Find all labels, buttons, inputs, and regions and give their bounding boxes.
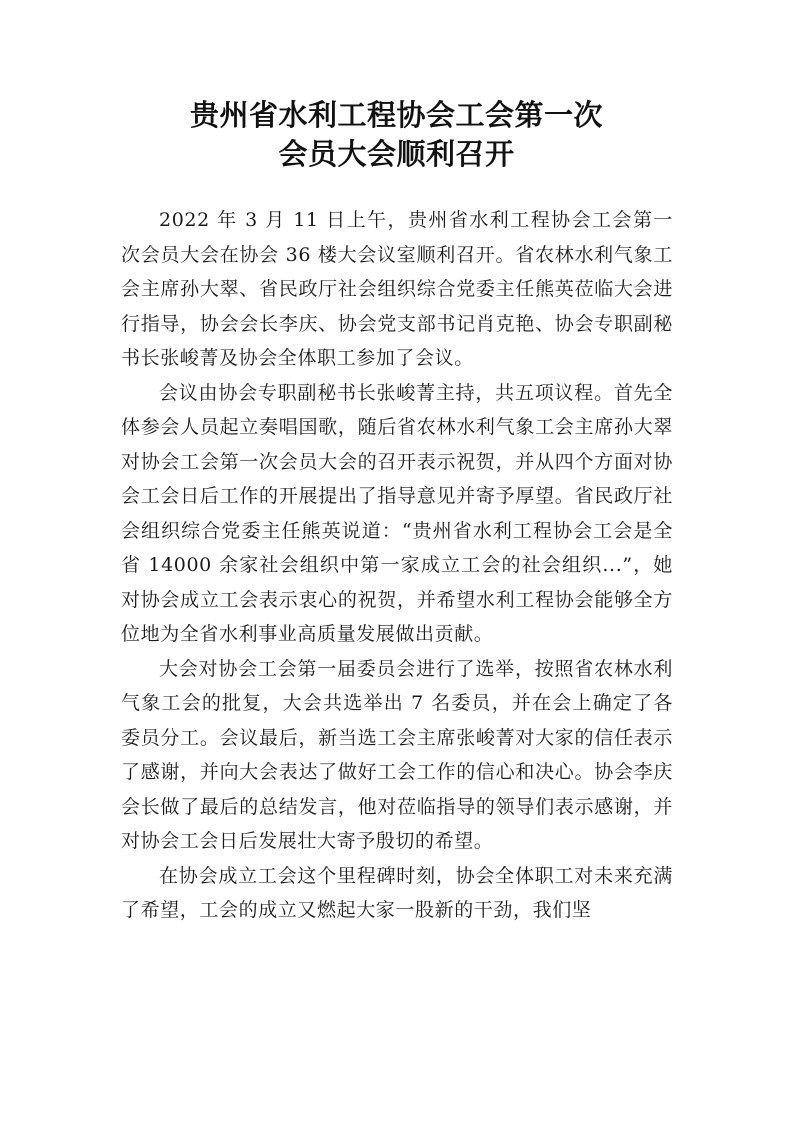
paragraph-2: 会议由协会专职副秘书长张峻菁主持，共五项议程。首先全体参会人员起立奏唱国歌，随后省农林水利气象工会主席孙大翠对协会工会第一次会员大会的召开表示祝贺，并从四个方面对协会工会日后工作的开展提出了指导意见并寄予厚望。省民政厅社会组织综合党委主任熊英说道：“贵州省水利工程协会工会是全省 14000 余家社会组织中第一家成立工会的社会组织...”，她对协会成立工会表示衷心的祝贺，并希望水利工程协会能够全方位地为全省水利事业高质量发展做出贡献。: [121, 381, 673, 645]
title-line-2: 会员大会顺利召开: [278, 137, 515, 171]
paragraph-3: 大会对协会工会第一届委员会进行了选举，按照省农林水利气象工会的批复，大会共选举出 7 名委员，并在会上确定了各委员分工。会议最后，新当选工会主席张峻菁对大家的信任表示了感谢，并向大会表达了做好工会工作的信心和决心。协会李庆会长做了最后的总结发言，他对莅临指导的领导们表示感谢，并对协会工会日后发展壮大寄予殷切的希望。: [121, 657, 673, 852]
article-body: [121, 203, 673, 928]
title-line-1: 贵州省水利工程协会工会第一次: [189, 98, 603, 132]
paragraph-1: 2022 年 3 月 11 日上午，贵州省水利工程协会工会第一次会员大会在协会 36 楼大会议室顺利召开。省农林水利气象工会主席孙大翠、省民政厅社会组织综合党委主任熊英莅临大会进行指导，协会会长李庆、协会党支部书记肖克艳、协会专职副秘书长张峻菁及协会全体职工参加了会议。: [121, 209, 673, 369]
document-title: [0, 96, 793, 174]
paragraph-4: 在协会成立工会这个里程碑时刻，协会全体职工对未来充满了希望，工会的成立又燃起大家一股新的干劲，我们坚: [121, 864, 673, 921]
